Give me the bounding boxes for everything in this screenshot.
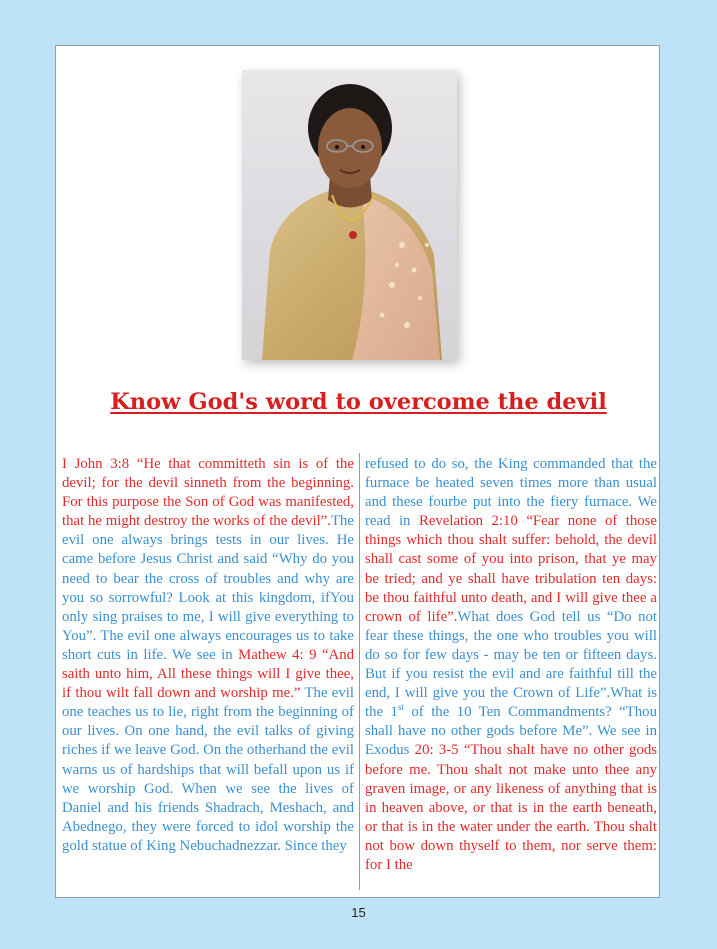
- page-sheet: [55, 45, 660, 898]
- body-text: of the 10 Ten Commandments? “Thou shall have no other gods before Me”. We see in Exodus: [365, 704, 657, 759]
- body-text: st: [397, 702, 404, 713]
- body-text: The evil one teaches us to lie, right from the beginning of our lives. On one hand, the evil talks of giving riches if we leave God. On the otherhand the evil warns us of hardships that will befall upon us if we worship God. When we see the lives of Daniel and his friends Shadrach, Meshach, and Abednego, they were forced to idol worship the gold statue of King Nebuchadnezzar. Since they: [62, 685, 354, 854]
- body-text: refused to do so, the King commanded that the furnace be heated seven times more than usual and these fourbe put into the fiery furnace. We read in: [365, 456, 657, 530]
- portrait-photo: [242, 70, 457, 360]
- scripture-text: I John 3:8 “He that committeth sin is of the devil; for the devil sinneth from the beginning. For this purpose the Son of God was manifested, that he might destroy the works of the devil”.: [62, 456, 354, 530]
- scripture-text: Revelation 2:10 “Fear none of those things which thou shalt suffer: behold, the devil shall cast some of you into prison, that ye may be tried; and ye shall have tribulation ten days: be thou faithful unto death, and I will give thee a crown of life”.: [365, 513, 657, 625]
- scripture-text: 20: 3-5 “Thou shalt have no other gods before me. Thou shalt not make unto thee any graven image, or any likeness of anything that is in heaven above, or that is in the earth beneath, or that is in the water under the earth. Thou shalt not bow down thyself to them, nor serve them: for I the: [365, 742, 657, 873]
- page-number: 15: [351, 905, 366, 920]
- scripture-text: Mathew 4: 9 “And saith unto him, All these things will I give thee, if thou wilt fall down and worship me.”: [62, 646, 354, 702]
- left-text-column: [62, 455, 354, 856]
- right-text-column: [365, 455, 657, 875]
- body-text: What does God tell us “Do not fear these things, the one who troubles you will do so for few days - may be ten or fifteen days. But if you resist the evil and are faithful till the end, I will give you the Crown of Life”.What is the 1: [365, 608, 658, 721]
- article-title: Know God's word to overcome the devil: [110, 389, 607, 415]
- column-divider: [359, 453, 360, 890]
- body-text: The evil one always brings tests in our lives. He came before Jesus Christ and said “Why do you need to bear the cross of troubles and why are you so sorrowful? Look at this kingdom, ifYou only sing praises to me, I will give everything to You”. The evil one always encourages us to take short cuts in life. We see in: [62, 513, 354, 663]
